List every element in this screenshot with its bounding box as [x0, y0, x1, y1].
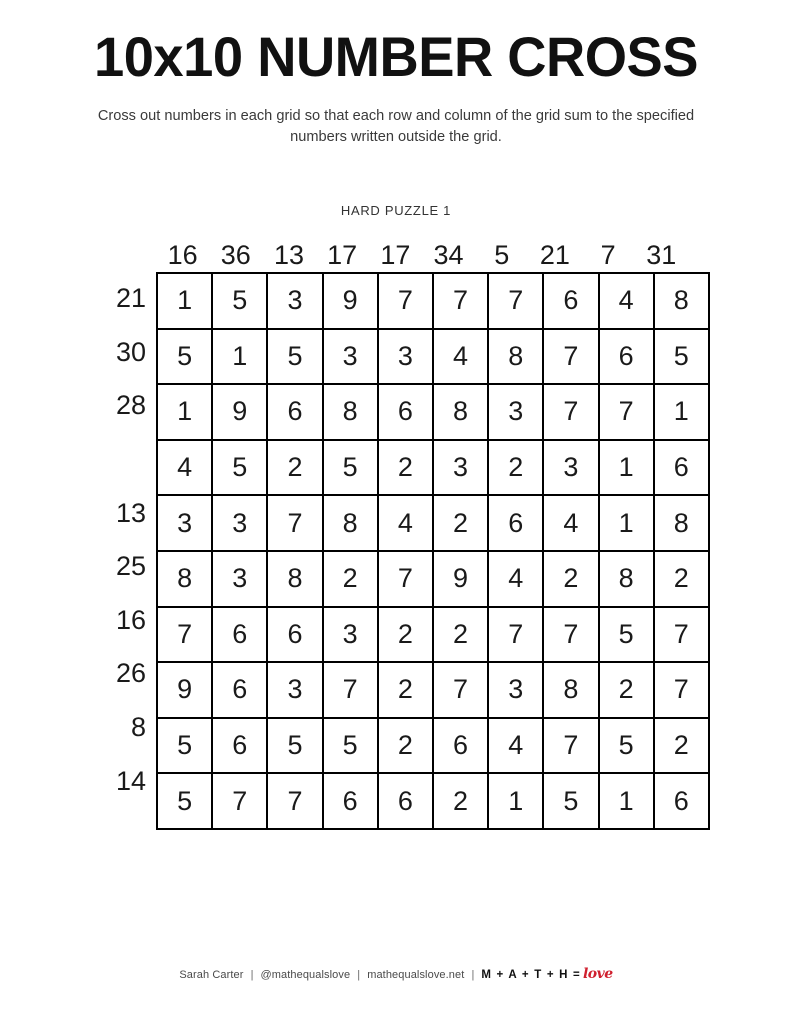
grid-cell[interactable]: 6 [267, 384, 322, 440]
grid-cell[interactable]: 3 [543, 440, 598, 496]
grid-cell[interactable]: 4 [543, 495, 598, 551]
grid-cell[interactable]: 1 [212, 329, 267, 385]
grid-cell[interactable]: 2 [378, 662, 433, 718]
grid-cell[interactable]: 3 [488, 384, 543, 440]
grid-cell[interactable]: 7 [543, 384, 598, 440]
footer-separator: | [250, 969, 254, 981]
page-title: 10x10 NUMBER CROSS [93, 25, 699, 88]
row-sum: 30 [115, 336, 146, 367]
grid-cell[interactable]: 7 [212, 773, 267, 829]
row-sum: 26 [115, 658, 146, 689]
grid-cell[interactable]: 5 [157, 718, 212, 774]
column-sums-row [156, 232, 710, 272]
grid-cell[interactable]: 2 [543, 551, 598, 607]
grid-cell[interactable]: 8 [488, 329, 543, 385]
grid-cell[interactable]: 6 [433, 718, 488, 774]
grid-cell[interactable]: 8 [654, 495, 709, 551]
grid-cell[interactable]: 2 [378, 440, 433, 496]
grid-cell[interactable]: 7 [599, 384, 654, 440]
grid-cell[interactable]: 6 [212, 607, 267, 663]
grid-cell[interactable]: 7 [654, 662, 709, 718]
grid-cell[interactable]: 8 [157, 551, 212, 607]
grid-cell[interactable]: 3 [323, 607, 378, 663]
grid-row [157, 273, 709, 329]
grid-cell[interactable]: 8 [323, 495, 378, 551]
grid-cell[interactable]: 6 [654, 773, 709, 829]
column-sum: 36 [220, 240, 251, 270]
grid-row [157, 662, 709, 718]
footer-social-handle[interactable]: @mathequalslove [260, 969, 351, 981]
logo-math-text: M + A + T + H = [481, 969, 581, 981]
grid-cell[interactable]: 3 [488, 662, 543, 718]
grid-cell[interactable]: 3 [433, 440, 488, 496]
column-sum: 5 [494, 240, 510, 270]
column-sum: 17 [380, 240, 411, 270]
grid-cell[interactable]: 9 [157, 662, 212, 718]
grid-cell[interactable]: 9 [433, 551, 488, 607]
grid-cell[interactable]: 2 [323, 551, 378, 607]
footer [0, 966, 792, 982]
grid-cell[interactable]: 3 [323, 329, 378, 385]
grid-cell[interactable]: 1 [488, 773, 543, 829]
grid-cell[interactable]: 3 [157, 495, 212, 551]
instructions-text: Cross out numbers in each grid so that each row and column of the grid sum to the specified numbers written outside the grid. [97, 108, 695, 146]
grid-row [157, 384, 709, 440]
grid-cell[interactable]: 5 [212, 273, 267, 329]
column-sum: 34 [433, 240, 464, 270]
grid-cell[interactable]: 1 [654, 384, 709, 440]
footer-website-link[interactable]: mathequalslove.net [367, 969, 465, 981]
grid-row [157, 329, 709, 385]
row-sums-column [94, 272, 146, 808]
grid-cell[interactable]: 5 [599, 718, 654, 774]
grid-row [157, 607, 709, 663]
grid-cell[interactable]: 1 [599, 773, 654, 829]
row-sum [94, 433, 146, 487]
grid-cell[interactable]: 3 [267, 662, 322, 718]
grid-cell[interactable]: 7 [433, 273, 488, 329]
grid-wrapper [115, 272, 710, 830]
column-sum: 7 [600, 240, 616, 270]
grid-cell[interactable]: 6 [323, 773, 378, 829]
grid-cell[interactable]: 8 [267, 551, 322, 607]
grid-cell[interactable]: 7 [378, 551, 433, 607]
grid-cell[interactable]: 5 [599, 607, 654, 663]
grid-cell[interactable]: 5 [267, 718, 322, 774]
grid-cell[interactable]: 1 [157, 273, 212, 329]
grid-cell[interactable]: 3 [212, 495, 267, 551]
grid-cell[interactable]: 2 [433, 495, 488, 551]
grid-cell[interactable]: 8 [654, 273, 709, 329]
grid-cell[interactable]: 5 [543, 773, 598, 829]
grid-cell[interactable]: 4 [433, 329, 488, 385]
grid-cell[interactable]: 6 [212, 662, 267, 718]
puzzle-label: HARD PUZZLE 1 [340, 203, 452, 218]
grid-cell[interactable]: 6 [267, 607, 322, 663]
footer-separator: | [357, 969, 361, 981]
logo-love-text: love [582, 966, 613, 982]
grid-cell[interactable]: 4 [488, 551, 543, 607]
grid-cell[interactable]: 6 [488, 495, 543, 551]
grid-cell[interactable]: 6 [378, 384, 433, 440]
grid-cell[interactable]: 7 [488, 273, 543, 329]
grid-cell[interactable]: 1 [599, 440, 654, 496]
grid-cell[interactable]: 2 [488, 440, 543, 496]
grid-row [157, 495, 709, 551]
row-sum: 16 [115, 604, 146, 635]
row-sum: 25 [115, 551, 146, 582]
grid-cell[interactable]: 9 [323, 273, 378, 329]
grid-cell[interactable]: 4 [599, 273, 654, 329]
grid-row [157, 773, 709, 829]
grid-cell[interactable]: 2 [267, 440, 322, 496]
grid-cell[interactable]: 3 [378, 329, 433, 385]
grid-cell[interactable]: 7 [433, 662, 488, 718]
grid-cell[interactable]: 6 [378, 773, 433, 829]
grid-cell[interactable]: 2 [654, 551, 709, 607]
grid-cell[interactable]: 2 [654, 718, 709, 774]
grid-cell[interactable]: 5 [323, 718, 378, 774]
puzzle-block [115, 232, 710, 830]
grid-cell[interactable]: 4 [378, 495, 433, 551]
grid-cell[interactable]: 6 [599, 329, 654, 385]
grid-cell[interactable]: 7 [543, 329, 598, 385]
row-sum: 21 [115, 283, 146, 314]
math-equals-love-logo [481, 966, 612, 982]
grid-cell[interactable]: 3 [267, 273, 322, 329]
row-sum: 14 [115, 765, 146, 796]
row-sum: 13 [115, 497, 146, 528]
column-sum: 13 [273, 240, 304, 270]
grid-cell[interactable]: 7 [543, 607, 598, 663]
grid-cell[interactable]: 5 [267, 329, 322, 385]
grid-cell[interactable]: 5 [212, 440, 267, 496]
row-sum: 8 [130, 712, 146, 743]
grid-cell[interactable]: 8 [543, 662, 598, 718]
column-sum: 31 [646, 240, 677, 270]
number-grid [156, 272, 710, 830]
grid-cell[interactable]: 8 [323, 384, 378, 440]
grid-cell[interactable]: 2 [599, 662, 654, 718]
grid-cell[interactable]: 5 [157, 773, 212, 829]
grid-cell[interactable]: 5 [157, 329, 212, 385]
grid-cell[interactable]: 8 [433, 384, 488, 440]
grid-cell[interactable]: 7 [323, 662, 378, 718]
grid-cell[interactable]: 6 [212, 718, 267, 774]
grid-cell[interactable]: 7 [378, 273, 433, 329]
grid-cell[interactable]: 7 [267, 495, 322, 551]
grid-cell[interactable]: 7 [543, 718, 598, 774]
grid-cell[interactable]: 5 [323, 440, 378, 496]
grid-cell[interactable]: 7 [267, 773, 322, 829]
grid-cell[interactable]: 5 [654, 329, 709, 385]
grid-cell[interactable]: 9 [212, 384, 267, 440]
row-sum: 28 [115, 390, 146, 421]
grid-cell[interactable]: 1 [599, 495, 654, 551]
grid-cell[interactable]: 3 [212, 551, 267, 607]
grid-cell[interactable]: 4 [488, 718, 543, 774]
grid-cell[interactable]: 1 [157, 384, 212, 440]
grid-cell[interactable]: 7 [157, 607, 212, 663]
grid-row [157, 551, 709, 607]
footer-separator: | [471, 969, 475, 981]
column-sum: 16 [167, 240, 198, 270]
grid-cell[interactable]: 2 [378, 718, 433, 774]
column-sum: 21 [539, 240, 570, 270]
grid-row [157, 718, 709, 774]
grid-cell[interactable]: 7 [488, 607, 543, 663]
grid-row [157, 440, 709, 496]
grid-cell[interactable]: 4 [157, 440, 212, 496]
grid-cell[interactable]: 7 [654, 607, 709, 663]
grid-cell[interactable]: 6 [654, 440, 709, 496]
footer-author: Sarah Carter [179, 969, 244, 981]
grid-cell[interactable]: 8 [599, 551, 654, 607]
grid-cell[interactable]: 2 [433, 773, 488, 829]
grid-cell[interactable]: 6 [543, 273, 598, 329]
grid-cell[interactable]: 2 [378, 607, 433, 663]
column-sum: 17 [327, 240, 358, 270]
grid-cell[interactable]: 2 [433, 607, 488, 663]
